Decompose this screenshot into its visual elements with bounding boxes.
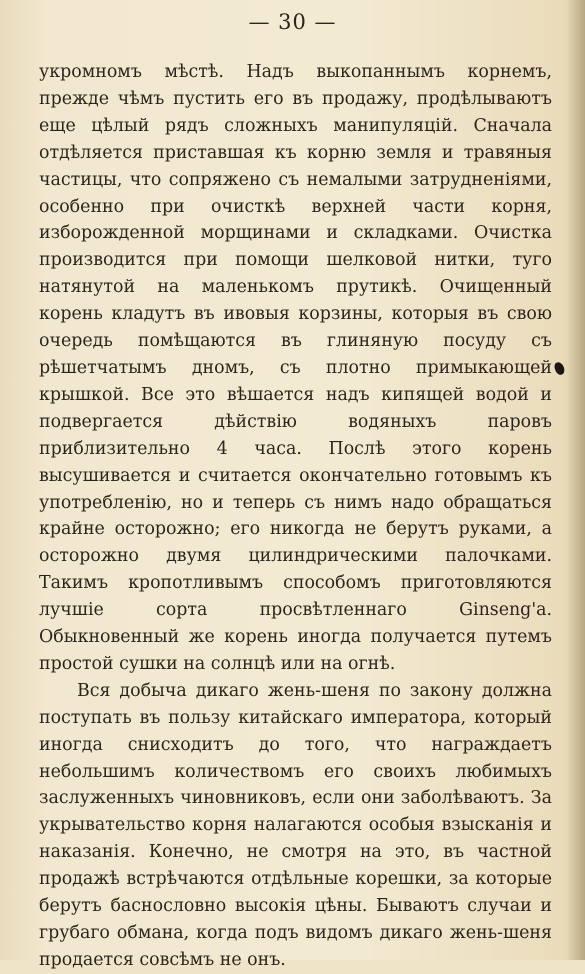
body-text [39, 59, 552, 974]
page-edge-shadow [567, 0, 585, 960]
paragraph-2: Вся добыча дикаго жень-шеня по закону должна поступать въ пользу китайскаго императора, который иногда снисходитъ до того, что награждаетъ небольшимъ количествомъ его своихъ любимыхъ заслуженныхъ чиновниковъ, если они заболѣваютъ. За укрывательство корня налагаются особыя взысканія и наказанія. Конечно, не смотря на это, въ частной продажѣ встрѣчаются отдѣльные корешки, за которые берутъ баснословно высокія цѣны. Бываютъ случаи и грубаго обмана, когда подъ видомъ дикаго жень-шеня продается совсѣмъ не онъ. [39, 680, 552, 970]
page-number: — 30 — [248, 10, 337, 34]
paragraph-1: укромномъ мѣстѣ. Надъ выкопаннымъ корнемъ, прежде чѣмъ пустить его въ продажу, продѣлываютъ еще цѣлый рядъ сложныхъ манипуляцій. Сначала отдѣляется приставшая къ корню земля и травяныя частицы, что сопряжено съ немалыми затрудненіями, особенно при очисткѣ верхней части корня, изборожденной морщинами и складками. Очистка производится при помощи шелковой нитки, туго натянутой на маленькомъ прутикѣ. Очищенный корень кладутъ въ ивовыя корзины, которыя въ свою очередь помѣщаются въ глиняную посуду съ рѣшетчатымъ дномъ, съ плотно примыкающей крышкой. Все это вѣшается надъ кипящей водой и подвергается дѣйствію водяныхъ паровъ приблизительно 4 часа. Послѣ этого корень высушивается и считается окончательно готовымъ къ употребленію, но и теперь съ нимъ надо обращаться крайне осторожно; его никогда не берутъ руками, а осторожно двумя цилиндрическими палочками. Такимъ кропотливымъ способомъ приготовляются лучшіе сорта просвѣтленнаго Ginseng'a. Обыкновенный же корень иногда получается путемъ простой сушки на солнцѣ или на огнѣ. [39, 62, 552, 674]
ink-blot-mark [553, 361, 566, 376]
